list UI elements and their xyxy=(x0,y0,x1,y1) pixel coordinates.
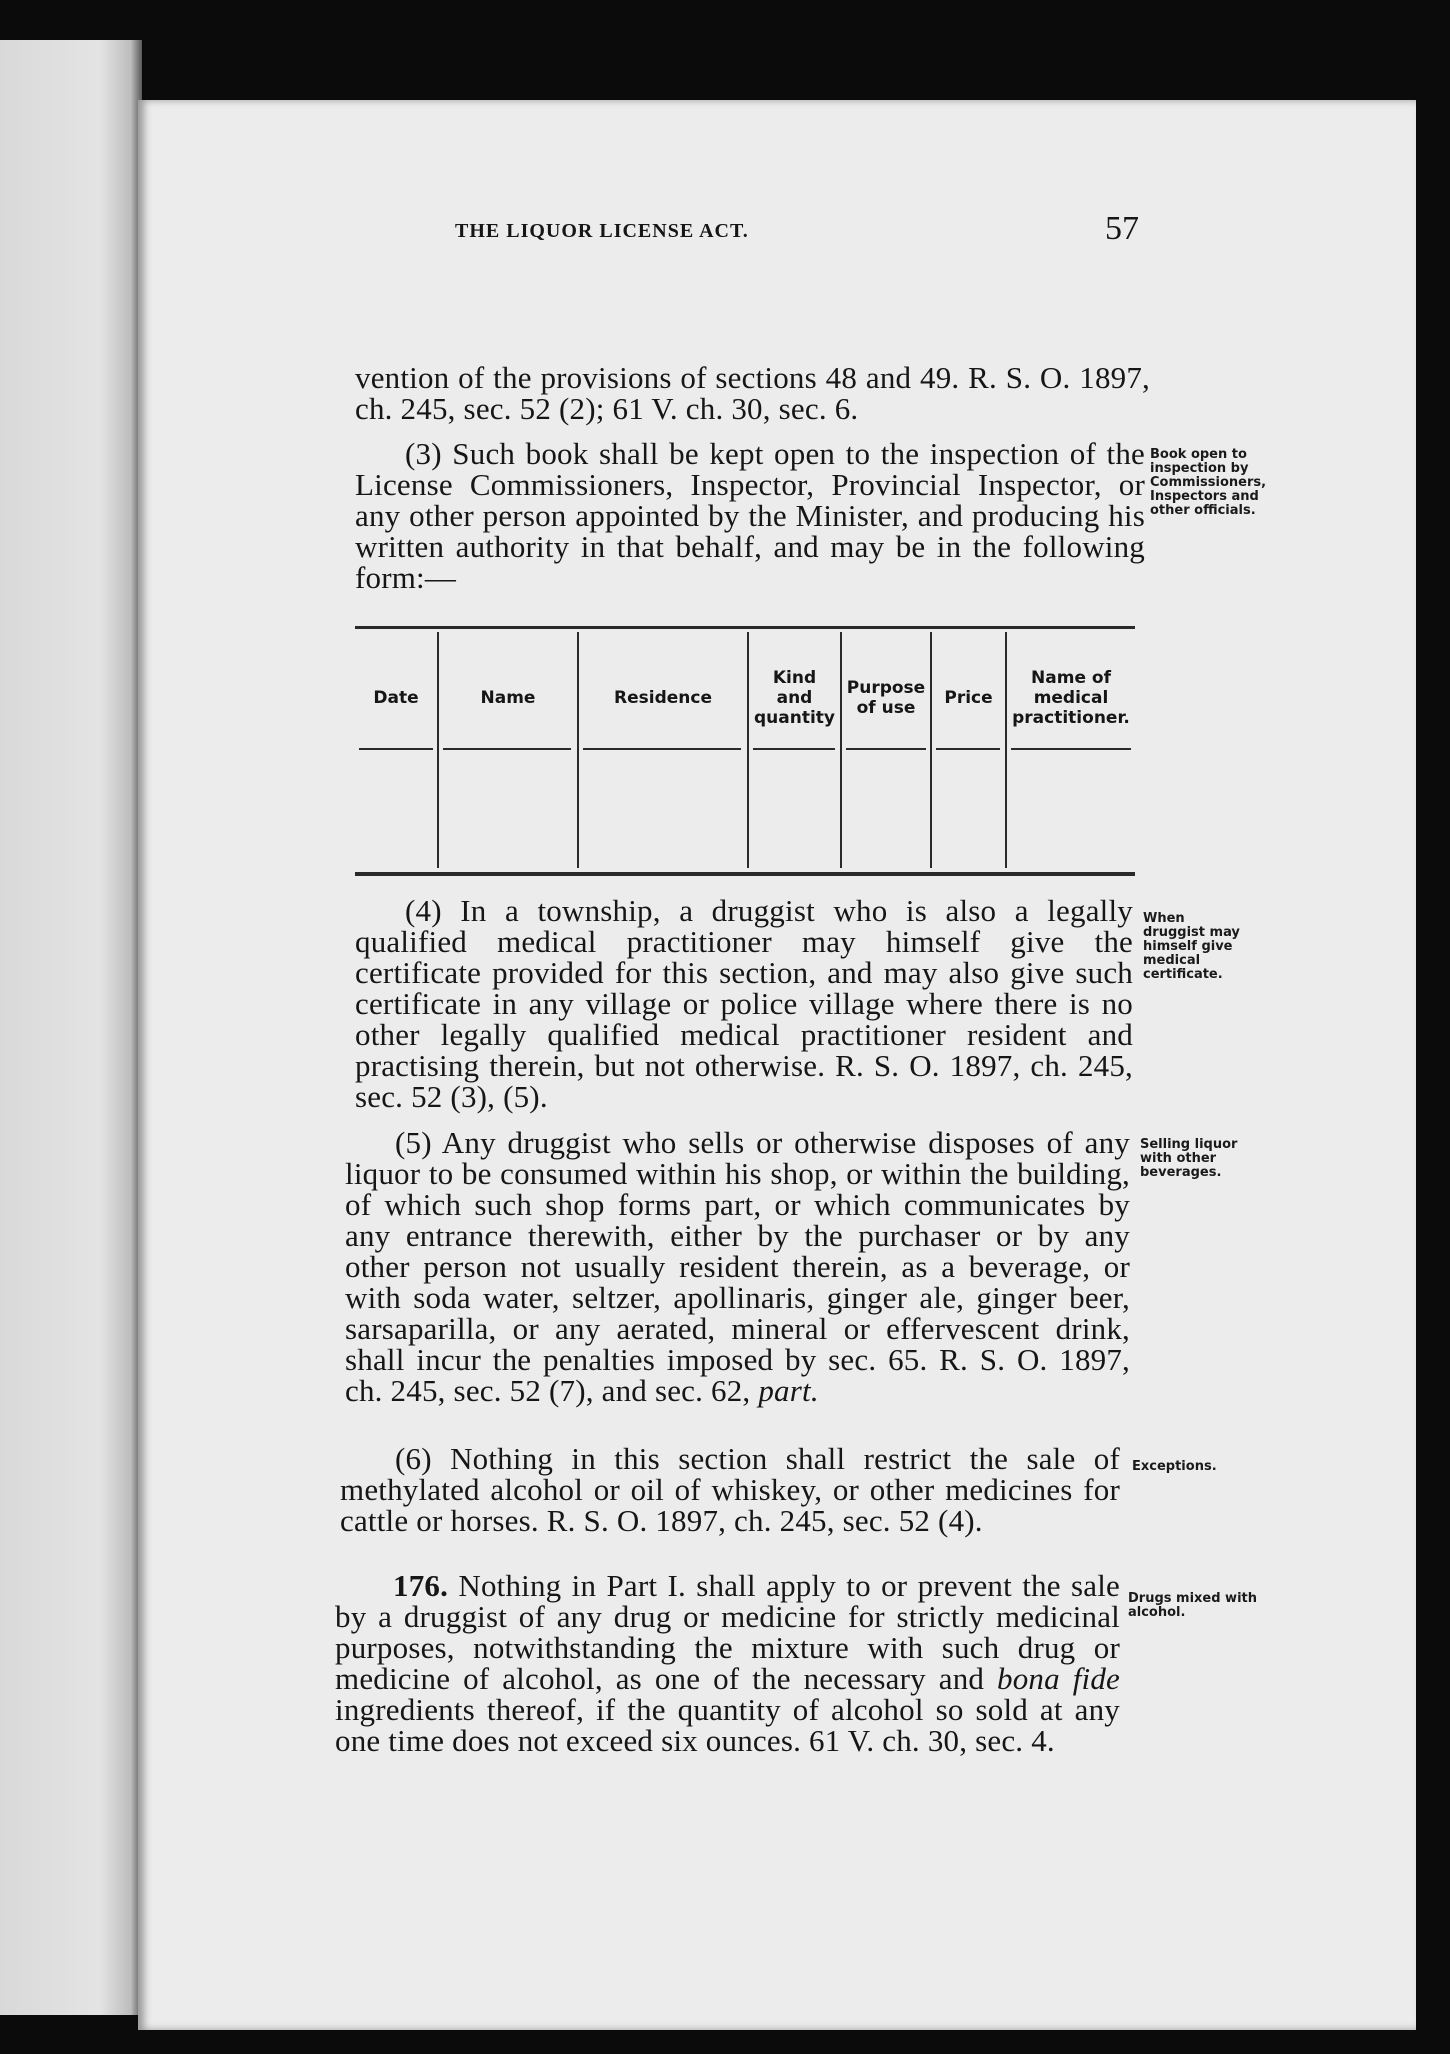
table-top-rule xyxy=(355,626,1135,629)
header-line: Kind xyxy=(772,667,817,688)
running-head xyxy=(455,210,1155,260)
header-line: quantity xyxy=(753,707,835,728)
header-underline xyxy=(359,748,433,750)
section-176-italic: bona fide xyxy=(997,1661,1120,1696)
page-number: 57 xyxy=(1105,210,1139,247)
column-header-purpose xyxy=(842,640,930,755)
header-line: Purpose xyxy=(846,677,926,698)
paragraph-subsection-5 xyxy=(345,1127,1130,1406)
marginal-note-selling-liquor: Selling liquor with other beverages. xyxy=(1140,1137,1238,1180)
paragraph-continuation: vention of the provisions of sections 48 and 49. R. S. O. 1897, ch. 245, sec. 52 (2); 61 V. ch. 30, sec. 6. xyxy=(355,360,1150,426)
column-header-practitioner xyxy=(1007,640,1135,755)
header-underline xyxy=(443,748,571,750)
column-header-kind-quantity xyxy=(749,640,840,755)
header-line: Date xyxy=(373,687,419,708)
marginal-note-exceptions: Exceptions. xyxy=(1132,1459,1217,1474)
marginal-note-drugs-mixed: Drugs mixed with alcohol. xyxy=(1128,1591,1257,1620)
paragraph-section-176 xyxy=(335,1570,1120,1756)
header-line: Residence xyxy=(614,687,712,708)
section-176-text-a: Nothing in Part I. shall apply to or prevent the sale by a druggist of any drug or medicine for strictly medicinal purposes, notwithstanding the mixture with such drug or medicine of alcohol, as one of the necessary and xyxy=(335,1568,1120,1696)
header-underline xyxy=(846,748,926,750)
paragraph-subsection-6: (6) Nothing in this section shall restrict the sale of methylated alcohol or oil of whiskey, or other medicines for cattle or horses. R. S. O. 1897, ch. 245, sec. 52 (4). xyxy=(340,1441,1120,1538)
header-line: practitioner. xyxy=(1012,707,1130,728)
header-line: and xyxy=(776,687,813,708)
header-underline xyxy=(936,748,1000,750)
header-underline xyxy=(753,748,835,750)
header-underline xyxy=(583,748,741,750)
register-form-table xyxy=(355,620,1135,878)
section-number: 176. xyxy=(393,1568,449,1603)
table-bottom-rule xyxy=(355,872,1135,876)
book-gutter xyxy=(0,40,142,2015)
running-title: THE LIQUOR LICENSE ACT. xyxy=(455,220,749,242)
marginal-note-when-druggist: When druggist may himself give medical certificate. xyxy=(1143,911,1240,982)
column-header-residence xyxy=(579,640,747,755)
paragraph-subsection-3: (3) Such book shall be kept open to the inspection of the License Commissioners, Inspector, Provincial Inspector, or any other person appointed by the Minister, and producing his written authority in that behalf, and may be in the following form:— xyxy=(355,436,1145,595)
column-header-name xyxy=(439,640,577,755)
header-line: Name of xyxy=(1031,667,1111,688)
section-176-text-b: ingredients thereof, if the quantity of alcohol so sold at any one time does not exceed six ounces. 61 V. ch. 30, sec. 4. xyxy=(335,1692,1120,1758)
marginal-note-book-open: Book open to inspection by Commissioners, Inspectors and other officials. xyxy=(1150,447,1267,518)
paragraph-subsection-4: (4) In a township, a druggist who is also a legally qualified medical practitioner may himself give the certificate provided for this section, and may also give such certificate in any village or police village where there is no other legally qualified medical practitioner resident and practising therein, but not otherwise. R. S. O. 1897, ch. 245, sec. 52 (3), (5). xyxy=(355,893,1133,1114)
header-underline xyxy=(1011,748,1131,750)
header-line: medical xyxy=(1033,687,1109,708)
header-line: of use xyxy=(856,697,916,718)
subsection-5-italic: part. xyxy=(758,1373,819,1408)
subsection-5-text: (5) Any druggist who sells or otherwise disposes of any liquor to be consumed within his shop, or within the building, of which such shop forms part, or which communicates by any entrance therewith, either by the purchaser or by any other person not usually resident therein, as a beverage, or with soda water, seltzer, apollinaris, ginger ale, ginger beer, sarsaparilla, or any aerated, mineral or effervescent drink, shall incur the penalties imposed by sec. 65. R. S. O. 1897, ch. 245, sec. 52 (7), and sec. 62, xyxy=(345,1125,1130,1408)
header-line: Price xyxy=(944,687,993,708)
header-line: Name xyxy=(480,687,536,708)
column-header-date xyxy=(355,640,437,755)
column-header-price xyxy=(932,640,1005,755)
